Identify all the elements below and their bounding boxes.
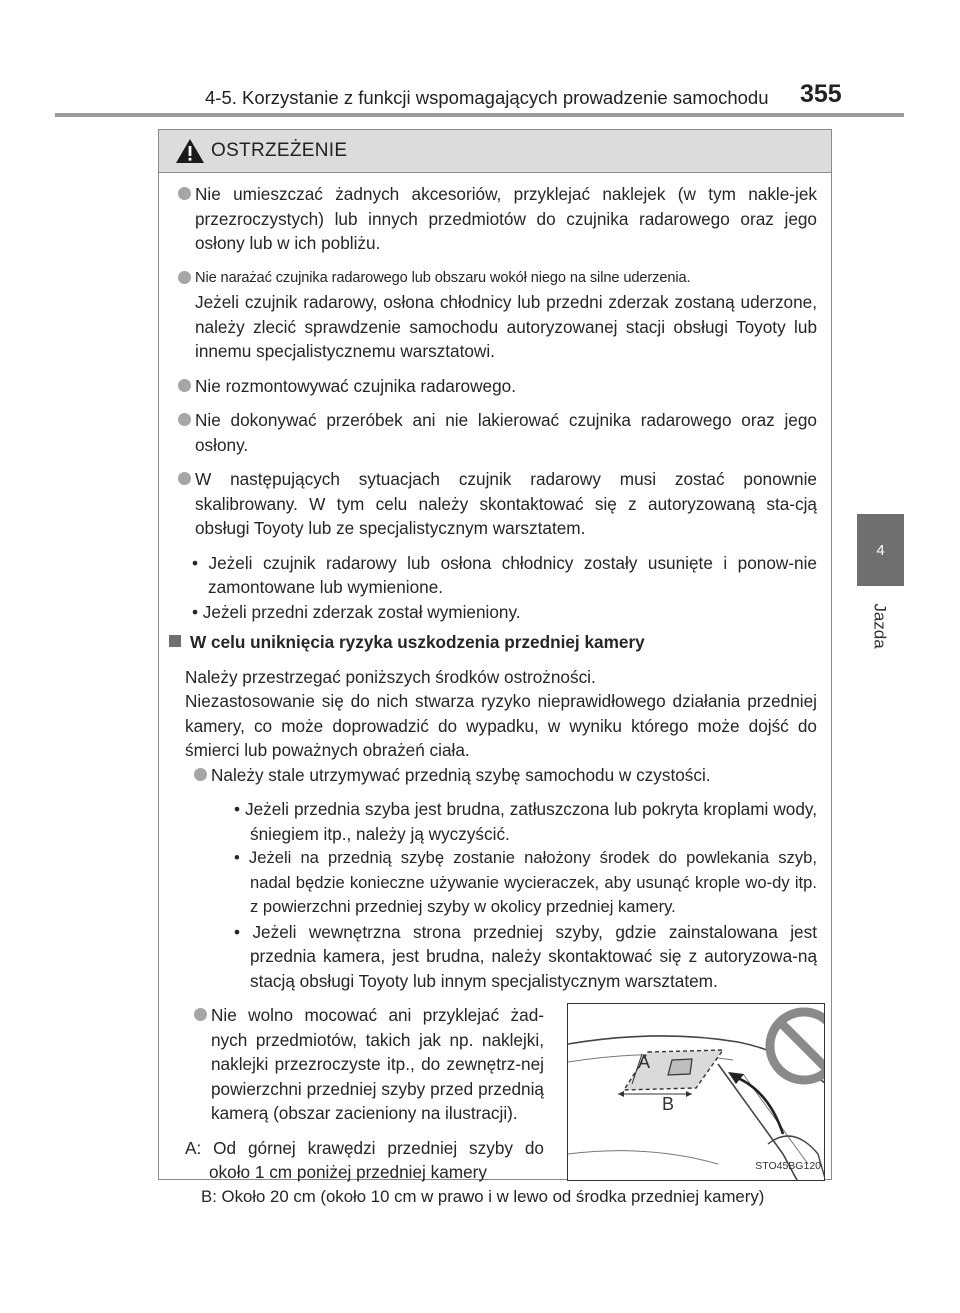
bullet-text: Nie dokonywać przeróbek ani nie lakierować czujnika radarowego oraz jego osłony. (195, 410, 817, 455)
bullet-dot-icon (178, 271, 191, 284)
bullet-text: Należy stale utrzymywać przednią szybę samochodu w czystości. (211, 764, 711, 785)
bullet-text: Jeżeli czujnik radarowy, osłona chłodnicy lub przedni zderzak zostaną uderzone, należy zlecić sprawdzenie samochodu autoryzowanej stacji obsługi Toyoty lub innemu specjalistycznemu warsztatowi. (195, 292, 817, 361)
bullet-item (169, 266, 817, 364)
chapter-label (858, 594, 902, 658)
bullet-text: Nie umieszczać żadnych akcesoriów, przyklejać naklejek (w tym nakle-jek przezroczystych) lub innych przedmiotów do czujnika radarowego oraz jego osłony lub w ich pobliżu. (195, 184, 817, 253)
bullet-text: Nie wolno mocować ani przyklejać żad-nych przedmiotów, takich jak np. naklejki, naklejki przezroczyste itp., do zewnętrz-nej powierzchni przedniej szyby przed przednią kamerą (obszar zacieniony na ilustracji). (211, 1005, 544, 1123)
sub-item: • Jeżeli wewnętrzna strona przedniej szyby, gdzie zainstalowana jest przednia kamera, jest brudna, należy skontaktować się z autoryzowa-ną stacją obsługi Toyoty lub innym specjalistycznym warsztatem. (234, 921, 817, 991)
warning-content (169, 182, 821, 1209)
bullet-item (185, 1003, 544, 1126)
windshield-figure (567, 1003, 825, 1181)
sub-item: • Jeżeli przedni zderzak został wymieniony. (192, 601, 521, 622)
bullet-text: W następujących sytuacjach czujnik radarowy musi zostać ponownie skalibrowany. W tym celu należy skontaktować się z autoryzowaną sta-cją obsługi Toyoty lub ze specjalistycznym warsztatem. (195, 469, 817, 538)
bullet-item (169, 374, 817, 399)
figure-code: STO45BG120 (755, 1159, 821, 1172)
section-heading (169, 630, 817, 655)
sub-item: • Jeżeli czujnik radarowy lub osłona chłodnicy zostały usunięte i ponow-nie zamontowane lub wymienione. (192, 552, 817, 597)
bullet-first-line: Nie narażać czujnika radarowego lub obszaru wokół niego na silne uderzenia. (195, 269, 691, 286)
bullet-dot-icon (178, 187, 191, 200)
bullet-item (169, 182, 817, 256)
page-header-title: 4-5. Korzystanie z funkcji wspomagających prowadzenie samochodu (205, 87, 769, 108)
bullet-dot-icon (178, 379, 191, 392)
bullet-item (169, 467, 817, 541)
warning-header (159, 130, 831, 173)
section-square-icon (169, 635, 181, 647)
bullet-item (169, 408, 817, 457)
figure-label-a: A (638, 1052, 651, 1072)
section-heading-text: W celu uniknięcia ryzyka uszkodzenia przedniej kamery (190, 632, 645, 652)
chapter-tab (857, 514, 904, 586)
figure-text-column (169, 1003, 544, 1185)
page-number: 355 (800, 80, 842, 108)
chapter-label-text: Jazda (871, 603, 890, 649)
warning-triangle-icon (175, 138, 205, 164)
warning-title: OSTRZEŻENIE (211, 140, 348, 161)
body-paragraph: Niezastosowanie się do nich stwarza ryzyko nieprawidłowego działania przedniej kamery, co może doprowadzić do wypadku, w wyniku którego może dojść do śmierci lub poważnych obrażeń ciała. (185, 691, 817, 760)
header-rule (55, 113, 904, 117)
dimension-b-item: B: Około 20 cm (około 10 cm w prawo i w lewo od środka przedniej kamery) (201, 1186, 765, 1206)
bullet-item (185, 763, 817, 788)
chapter-number: 4 (876, 541, 885, 559)
sub-item: • Jeżeli na przednią szybę zostanie nałożony środek do powlekania szyb, nadal będzie konieczne używanie wycieraczek, aby usunąć krople wo-dy itp. z powierzchni przedniej szyby w okolicy przedniej kamery. (234, 848, 817, 916)
bullet-dot-icon (194, 1008, 207, 1021)
figure-block (169, 1003, 821, 1185)
bullet-dot-icon (194, 768, 207, 781)
body-paragraph: Należy przestrzegać poniższych środków ostrożności. (185, 666, 596, 687)
warning-box (158, 129, 832, 1206)
bullet-dot-icon (178, 472, 191, 485)
dimension-a-item: A: Od górnej krawędzi przedniej szyby do około 1 cm poniżej przedniej kamery (185, 1137, 544, 1182)
sub-item: • Jeżeli przednia szyba jest brudna, zatłuszczona lub pokryta kroplami wody, śniegiem itp., należy ją wyczyścić. (234, 799, 817, 844)
figure-label-b: B (662, 1094, 675, 1114)
bullet-text: Nie rozmontowywać czujnika radarowego. (195, 375, 516, 396)
bullet-dot-icon (178, 413, 191, 426)
